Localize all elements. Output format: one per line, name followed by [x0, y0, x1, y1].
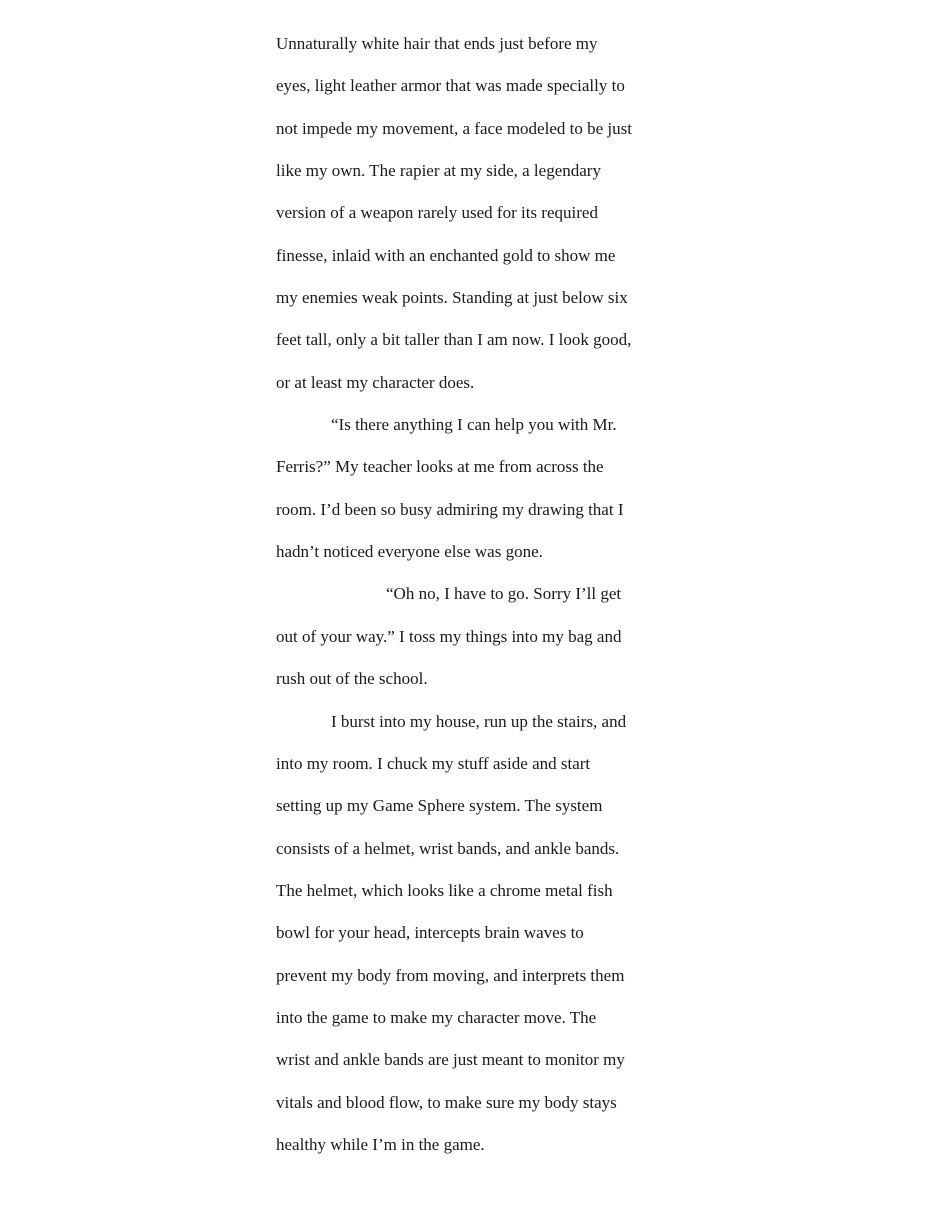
paragraph-start-line: “Is there anything I can help you with Mr. — [331, 415, 617, 435]
text-line: healthy while I’m in the game. — [276, 1134, 485, 1154]
text-line: into the game to make my character move. The — [276, 1007, 597, 1027]
text-line: not impede my movement, a face modeled to be just — [276, 118, 632, 138]
text-line: vitals and blood flow, to make sure my body stays — [276, 1092, 617, 1112]
text-line: eyes, light leather armor that was made specially to — [276, 76, 625, 96]
body-text — [276, 23, 676, 1154]
text-line: The helmet, which looks like a chrome metal fish — [276, 880, 613, 900]
text-line: setting up my Game Sphere system. The system — [276, 796, 603, 816]
text-line: consists of a helmet, wrist bands, and ankle bands. — [276, 838, 620, 858]
text-line: room. I’d been so busy admiring my drawing that I — [276, 499, 624, 519]
text-line: feet tall, only a bit taller than I am now. I look good, — [276, 330, 632, 350]
text-line: Unnaturally white hair that ends just before my — [276, 34, 598, 53]
text-line: or at least my character does. — [276, 372, 475, 392]
text-line: Ferris?” My teacher looks at me from across the — [276, 457, 604, 477]
text-line: version of a weapon rarely used for its required — [276, 203, 598, 223]
paragraph-start-line: “Oh no, I have to go. Sorry I’ll get — [386, 584, 622, 604]
text-line: my enemies weak points. Standing at just below six — [276, 288, 628, 308]
text-line: wrist and ankle bands are just meant to monitor my — [276, 1050, 625, 1070]
text-line: prevent my body from moving, and interprets them — [276, 965, 625, 985]
text-line: like my own. The rapier at my side, a legendary — [276, 161, 601, 181]
text-line: rush out of the school. — [276, 669, 428, 689]
text-line: hadn’t noticed everyone else was gone. — [276, 542, 543, 562]
paragraph-start-line: I burst into my house, run up the stairs, and — [331, 711, 627, 731]
text-line: bowl for your head, intercepts brain waves to — [276, 923, 584, 943]
text-line: into my room. I chuck my stuff aside and start — [276, 753, 591, 773]
text-line: finesse, inlaid with an enchanted gold to show me — [276, 245, 616, 265]
text-line: out of your way.” I toss my things into my bag and — [276, 626, 622, 646]
